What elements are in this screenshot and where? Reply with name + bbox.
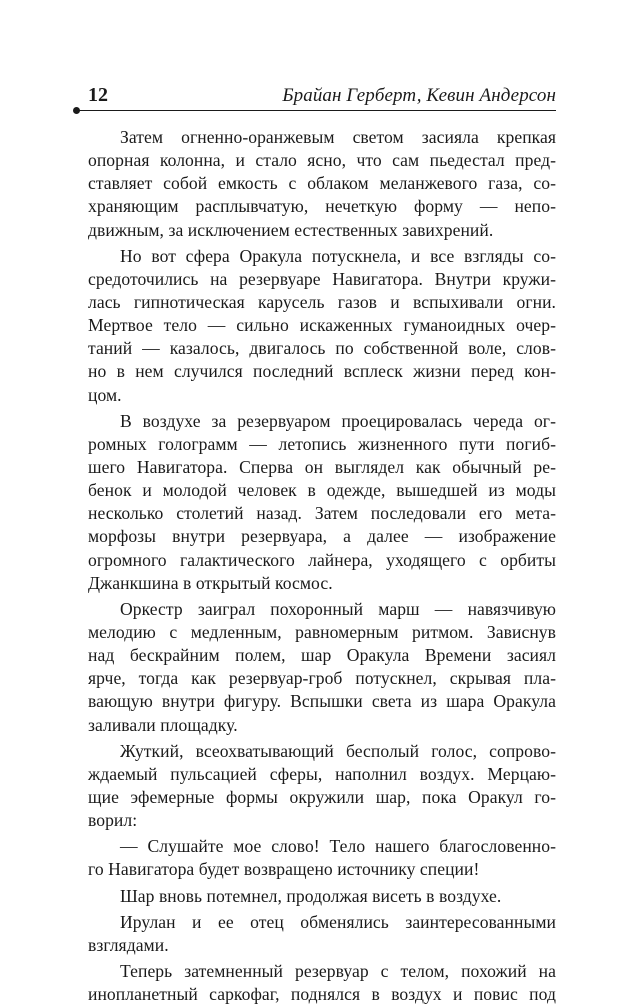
text-line: ворил: xyxy=(88,810,138,831)
text-line: мелодию с медленным, равномерным ритмом. Зависнув xyxy=(88,621,556,642)
text-line: Шар вновь потемнел, продолжая висеть в воздухе. xyxy=(120,885,502,906)
text-line: лась гипнотическая карусель газов и вспыхивали огни. xyxy=(88,291,556,312)
text-line: движным, за исключением естественных завихрений. xyxy=(88,219,494,240)
text-line: ярче, тогда как резервуар-гроб потускнел, скрывая пла- xyxy=(88,668,556,689)
text-line: таний — казалось, двигалось по собственной воле, слов- xyxy=(88,338,556,359)
text-line: Затем огненно-оранжевым светом засияла крепкая xyxy=(120,127,556,147)
text-line: храняющим расплывчатую, нечеткую форму — непо- xyxy=(88,196,556,217)
text-line: щие эфемерные формы окружили шар, пока Оракул го- xyxy=(88,786,556,807)
text-line: цом. xyxy=(88,384,122,405)
text-line: ждаемый пульсацией сферы, наполнил воздух. Мерцаю- xyxy=(88,763,556,784)
text-line: ромных голограмм — летопись жизненного пути погиб- xyxy=(88,433,556,454)
text-line: средоточились на резервуаре Навигатора. Внутри кружи- xyxy=(88,268,556,289)
body-text xyxy=(88,126,556,1006)
text-line: В воздухе за резервуаром проецировалась череда ог- xyxy=(120,410,556,431)
text-line: Теперь затемненный резервуар с телом, похожий на xyxy=(120,960,556,981)
page-number: 12 xyxy=(88,84,108,106)
text-line: инопланетный саркофаг, поднялся в воздух и повис под xyxy=(88,984,556,1005)
text-line: — Слушайте мое слово! Тело нашего благословенно- xyxy=(120,836,556,857)
text-line: Но вот сфера Оракула потускнела, и все взгляды со- xyxy=(120,245,556,266)
running-head-authors: Брайан Герберт, Кевин Андерсон xyxy=(282,85,556,106)
text-line: над бескрайним полем, шар Оракула Времени засиял xyxy=(88,645,556,666)
text-line: го Навигатора будет возвращено источнику специи! xyxy=(88,859,480,880)
text-line: Оркестр заиграл похоронный марш — навязчивую xyxy=(120,598,556,619)
text-line: морфозы внутри резервуара, а далее — изображение xyxy=(88,526,556,547)
text-line: бенок и молодой человек в одежде, вышедшей из моды xyxy=(88,480,556,501)
text-line: огромного галактического лайнера, уходящего с орбиты xyxy=(88,549,556,570)
text-line: заливали площадку. xyxy=(88,714,238,735)
text-line: но в нем случился последний всплеск жизни перед кон- xyxy=(88,361,556,382)
text-line: взглядами. xyxy=(88,934,169,955)
text-line: вающую внутри фигуру. Вспышки света из шара Оракула xyxy=(88,691,556,712)
text-line: Жуткий, всеохватывающий бесполый голос, сопрово- xyxy=(120,740,556,761)
text-line: опорная колонна, и стало ясно, что сам пьедестал пред- xyxy=(88,150,556,171)
text-line: Джанкшина в открытый космос. xyxy=(88,572,333,593)
text-line: несколько столетий назад. Затем последовали его мета- xyxy=(88,503,556,524)
text-line: Ирулан и ее отец обменялись заинтересованными xyxy=(120,911,556,932)
text-line: шего Навигатора. Сперва он выглядел как обычный ре- xyxy=(88,456,556,477)
text-line: ставляет собой емкость с облаком меланжевого газа, со- xyxy=(88,173,556,194)
page-header xyxy=(88,80,556,114)
header-rule xyxy=(78,110,556,111)
text-line: Мертвое тело — сильно искаженных гуманоидных очер- xyxy=(88,315,556,336)
